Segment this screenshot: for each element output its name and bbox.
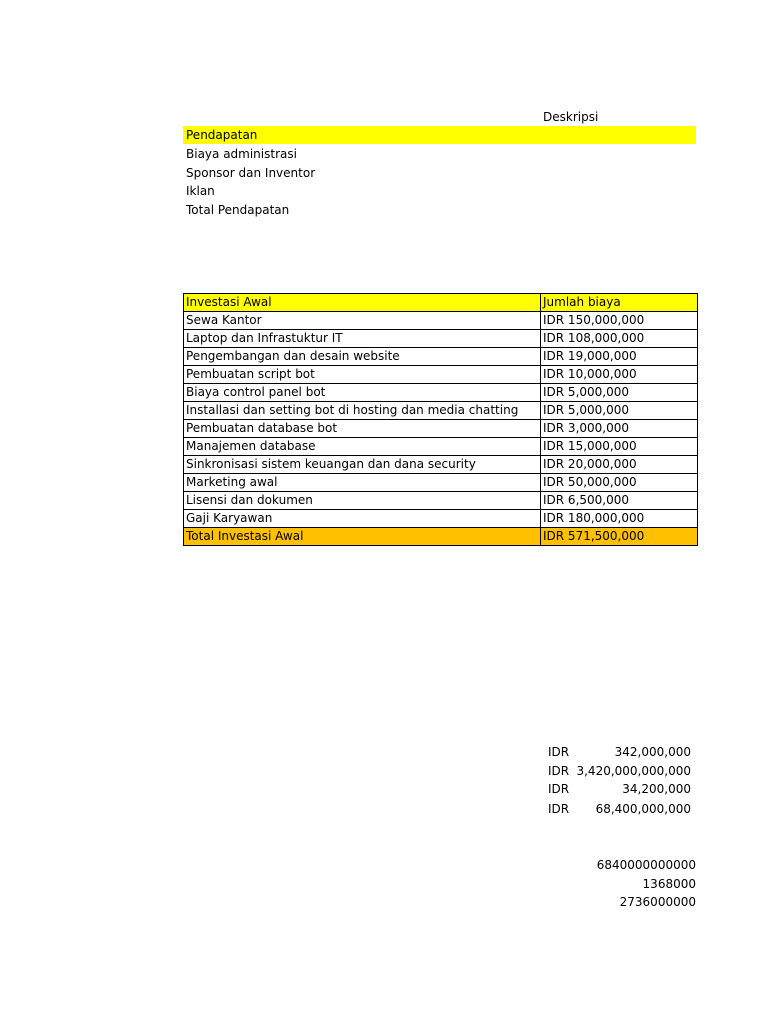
income-total-label: Total Pendapatan xyxy=(186,203,290,217)
currency-amount: 3,420,000,000,000 xyxy=(576,764,691,778)
table-total-row xyxy=(184,528,698,546)
item-cell: Gaji Karyawan xyxy=(184,510,541,528)
currency-label: IDR xyxy=(548,745,570,759)
table-row xyxy=(184,384,698,402)
pendapatan-highlight-row xyxy=(183,126,696,144)
cost-cell: IDR 108,000,000 xyxy=(541,330,698,348)
total-label-cell: Total Investasi Awal xyxy=(184,528,541,546)
item-cell: Manajemen database xyxy=(184,438,541,456)
item-cell: Installasi dan setting bot di hosting dan media chatting xyxy=(184,402,541,420)
currency-amount: 34,200,000 xyxy=(622,782,691,796)
table-row xyxy=(184,366,698,384)
total-value-cell: IDR 571,500,000 xyxy=(541,528,698,546)
item-cell: Laptop dan Infrastuktur IT xyxy=(184,330,541,348)
table-row xyxy=(184,330,698,348)
item-cell: Pembuatan script bot xyxy=(184,366,541,384)
cost-cell: IDR 10,000,000 xyxy=(541,366,698,384)
table-row xyxy=(184,492,698,510)
cost-cell: IDR 50,000,000 xyxy=(541,474,698,492)
currency-amount: 68,400,000,000 xyxy=(595,802,691,816)
item-cell: Biaya control panel bot xyxy=(184,384,541,402)
income-item: Sponsor dan Inventor xyxy=(186,166,316,180)
cost-cell: IDR 15,000,000 xyxy=(541,438,698,456)
currency-amount: 342,000,000 xyxy=(614,745,691,759)
raw-number: 2736000000 xyxy=(619,895,696,909)
cost-cell: IDR 3,000,000 xyxy=(541,420,698,438)
pendapatan-label: Pendapatan xyxy=(186,128,258,142)
table-row xyxy=(184,402,698,420)
currency-label: IDR xyxy=(548,764,570,778)
item-cell: Lisensi dan dokumen xyxy=(184,492,541,510)
raw-number: 1368000 xyxy=(642,877,696,891)
income-item: Iklan xyxy=(186,184,215,198)
item-cell: Sewa Kantor xyxy=(184,312,541,330)
cost-cell: IDR 20,000,000 xyxy=(541,456,698,474)
item-cell: Pembuatan database bot xyxy=(184,420,541,438)
table-row xyxy=(184,438,698,456)
table-header-row xyxy=(184,294,698,312)
table-row xyxy=(184,474,698,492)
cost-cell: IDR 150,000,000 xyxy=(541,312,698,330)
table-row xyxy=(184,510,698,528)
column-header-item: Investasi Awal xyxy=(184,294,541,312)
cost-cell: IDR 5,000,000 xyxy=(541,384,698,402)
table-row xyxy=(184,348,698,366)
income-item: Biaya administrasi xyxy=(186,147,297,161)
item-cell: Pengembangan dan desain website xyxy=(184,348,541,366)
investment-table xyxy=(183,293,698,546)
table-row xyxy=(184,456,698,474)
cost-cell: IDR 6,500,000 xyxy=(541,492,698,510)
currency-label: IDR xyxy=(548,782,570,796)
item-cell: Marketing awal xyxy=(184,474,541,492)
item-cell: Sinkronisasi sistem keuangan dan dana security xyxy=(184,456,541,474)
column-header-cost: Jumlah biaya xyxy=(541,294,698,312)
table-row xyxy=(184,420,698,438)
cost-cell: IDR 5,000,000 xyxy=(541,402,698,420)
table-row xyxy=(184,312,698,330)
currency-label: IDR xyxy=(548,802,570,816)
cost-cell: IDR 19,000,000 xyxy=(541,348,698,366)
raw-number: 6840000000000 xyxy=(596,858,696,872)
cost-cell: IDR 180,000,000 xyxy=(541,510,698,528)
deskripsi-header: Deskripsi xyxy=(543,110,599,124)
